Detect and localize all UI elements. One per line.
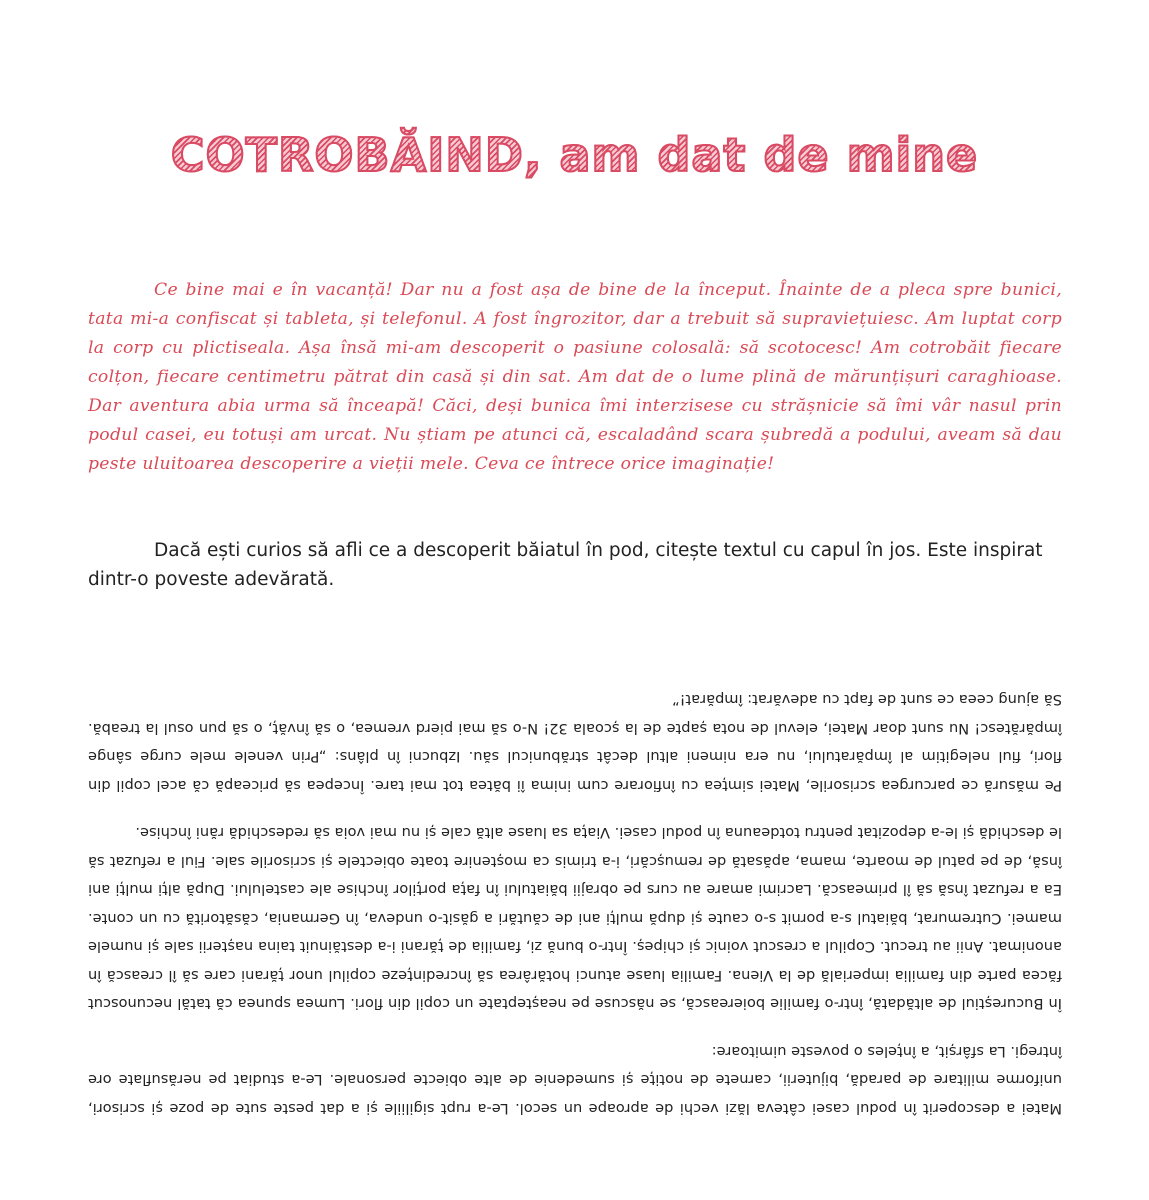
upside-down-story: [88, 622, 1062, 1122]
story-paragraph-3: Pe măsură ce parcurgea scrisorile, Matei simțea cu înfiorare cum inima îi bătea tot mai tare. Începea să priceapă că acel copil din flori, fiul nelegitim al împăratului, nu era nimeni altul decât străbunicul său. Izbucni în plâns: „Prin venele mele curge sânge împărătesc! Nu sunt doar Matei, elevul de nota șapte de la școala 32! N-o să mai pierd vremea, o să învăț, o să pun osul la treabă. Să ajung ceea ce sunt de fapt cu adevărat: împărat!”: [88, 691, 1062, 794]
page-title: COTROBĂIND, am dat de mine: [0, 128, 1149, 182]
story-paragraph-2: În Bucureștiul de altădată, într-o familie boierească, se născuse pe neașteptate un copil din flori. Lumea spunea că tatăl necunoscut făcea parte din familia imperială de la Viena. Familia luase atunci hotărârea să încredințeze copilul unor țărani care să îl crească în anonimat. Anii au trecut. Copilul a crescut voinic și chipeș. Într-o bună zi, familia de țărani i-a destăinuit taina nașterii sale și numele mamei. Cutremurat, băiatul s-a pornit s-o caute și după mulți ani de căutări a găsit-o undeva, în Germania, căsătorită cu un conte. Ea a refuzat însă să îl primească. Lacrimi amare au curs pe obrajii băiatului în fața porților închise ale castelului. După alți mulți ani însă, de pe patul de moarte, mama, apăsată de remușcări, i-a trimis ca moștenire toate obiectele și scrisorile sale. Fiul a refuzat să le deschidă și le-a depozitat pentru totdeauna în podul casei. Viața sa luase altă cale și nu mai voia să redeschidă răni închise.: [88, 824, 1062, 1013]
intro-paragraph: Ce bine mai e în vacanță! Dar nu a fost așa de bine de la început. Înainte de a pleca spre bunici, tata mi-a confiscat și tableta, și telefonul. A fost îngrozitor, dar a trebuit să supraviețuiesc. Am luptat corp la corp cu plictiseala. Așa însă mi-am descoperit o pasiune colosală: să scotocesc! Am cotrobăit fiecare colțon, fiecare centimetru pătrat din casă și din sat. Am dat de o lume plină de mărunțișuri caraghioase. Dar aventura abia urma să înceapă! Căci, deși bunica îmi interzisese cu strășnicie să îmi vâr nasul prin podul casei, eu totuși am urcat. Nu știam pe atunci că, escaladând scara șubredă a podului, aveam să dau peste uluitoarea descoperire a vieții mele. Ceva ce întrece orice imaginație!: [88, 280, 1062, 474]
instruction-paragraph: Dacă ești curios să afli ce a descoperit băiatul în pod, citește textul cu capul în jos. Este inspirat dintr-o poveste adevărată.: [88, 540, 1043, 590]
story-paragraph-1: Matei a descoperit în podul casei câteva lăzi vechi de aproape un secol. Le-a rupt sigiliile și a dat peste sute de poze și scrisori, uniforme militare de paradă, bijuterii, carnete de notițe și sumedenie de alte obiecte personale. Le-a studiat pe nerăsuflate ore întregi. La sfârșit, a înțeles o poveste uimitoare:: [88, 1043, 1062, 1117]
